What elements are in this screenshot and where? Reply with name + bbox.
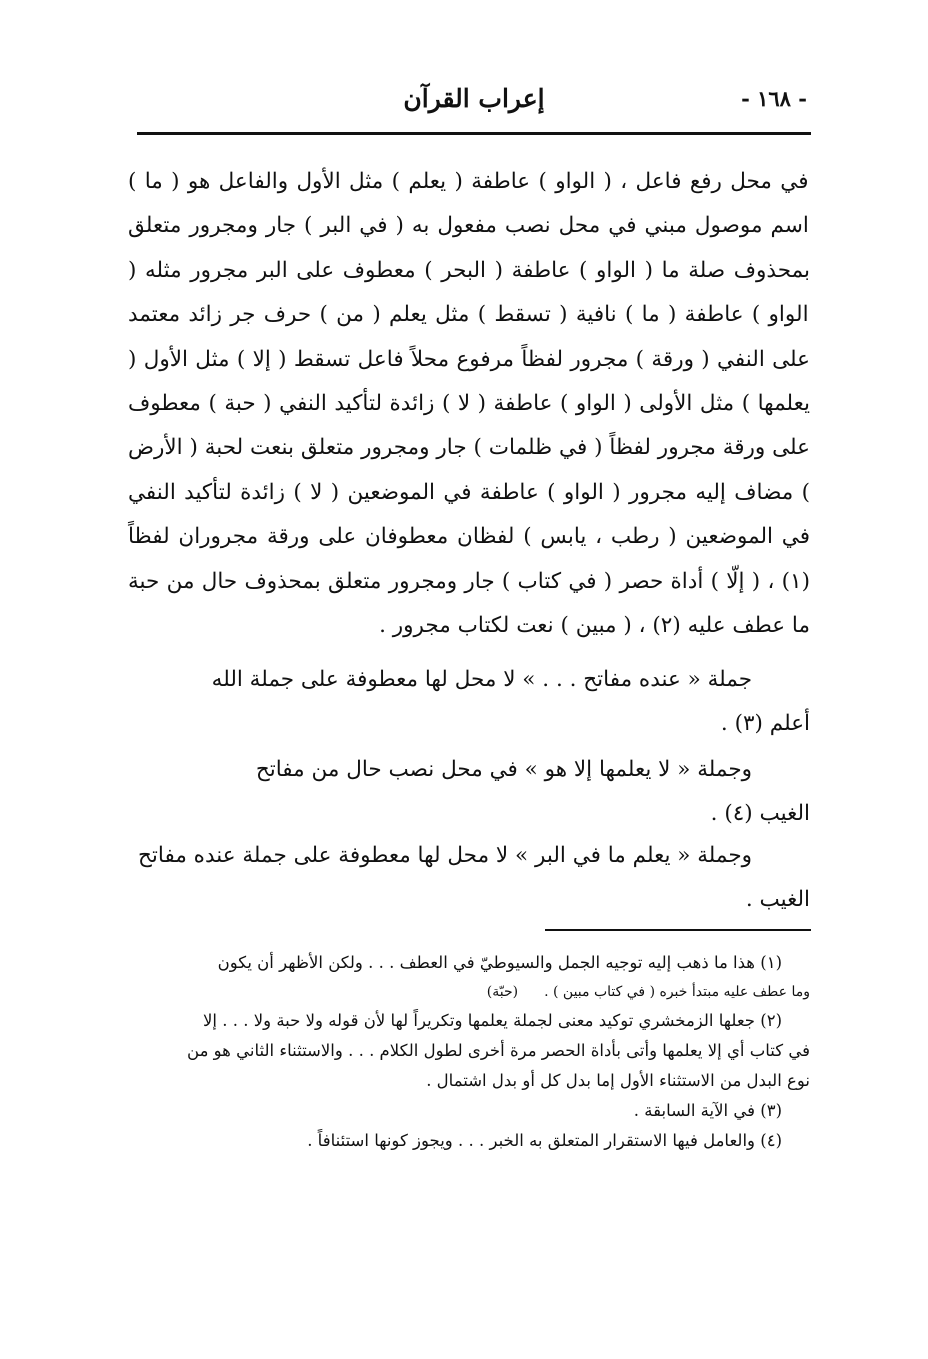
paragraph-line: جملة « عنده مفاتح . . . » لا محل لها معطوفة على جملة الله <box>211 667 752 692</box>
footnote-line: نوع البدل من الاستثناء الأول إما بدل كل أو بدل اشتمال . <box>426 1071 810 1090</box>
sentence-paragraph-2 <box>128 748 810 836</box>
text-line: معطوف على ورقة مجرور لفظاً ( في ظلمات ) جار ومجرور متعلق بنعت <box>128 391 810 461</box>
footnote-4 <box>128 1126 810 1156</box>
paragraph-line: وجملة « يعلم ما في البر » لا محل لها معطوفة على جملة عنده مفاتح <box>138 843 752 868</box>
footnote-1 <box>128 948 810 1006</box>
header-rule <box>137 132 811 135</box>
footnote-line: في كتاب أي إلا يعلمها وأتى بأداة الحصر مرة أخرى لطول الكلام . . . والاستثناء الثاني هو من <box>187 1041 810 1060</box>
paragraph-line: أعلم (٣) . <box>720 711 810 736</box>
footnote-line: (١) هذا ما ذهب إليه توجيه الجمل والسيوطيّ في العطف . . . ولكن الأظهر أن يكون <box>217 953 782 972</box>
paragraph-line: الغيب . <box>745 887 810 912</box>
text-line: على النفي ( ورقة ) مجرور لفظاً مرفوع محلاً فاعل تسقط ( إلا ) مثل الأول <box>136 346 810 372</box>
sentence-paragraph-1 <box>128 658 810 746</box>
main-paragraph <box>128 160 810 648</box>
page-number: - ١٦٨ - <box>741 86 807 111</box>
footnote-3 <box>128 1096 810 1126</box>
text-line: ( الواو ) عاطفة ( ما ) نافية ( تسقط ) مثل يعلم ( من ) حرف جر زائد معتمد <box>128 257 809 328</box>
paragraph-line: وجملة « لا يعلمها إلا هو » في محل نصب حال من مفاتح <box>255 757 752 782</box>
footnote-text: وما عطف عليه مبتدأ خبره ( في كتاب مبين ) . <box>544 984 810 1000</box>
paragraph-line: الغيب (٤) . <box>710 801 810 826</box>
text-line: بمحذوف صلة ما ( الواو ) عاطفة ( البحر ) معطوف على البر مجرور مثله <box>136 257 810 283</box>
footnote-rule <box>545 929 811 931</box>
text-line: في محل رفع فاعل ، ( الواو ) عاطفة ( يعلم ) مثل الأول والفاعل هو ( ما ) <box>128 169 809 194</box>
text-line: لحبة ( الأرض ) مضاف إليه مجرور ( الواو ) عاطفة في الموضعين ( لا ) <box>128 435 811 505</box>
footnotes <box>128 948 810 1156</box>
running-title: إعراب القرآن <box>403 84 545 113</box>
footnote-line: (٣) في الآية السابقة . <box>633 1101 782 1120</box>
footnote-text: (حبّة) <box>486 984 519 1000</box>
text-line: زائدة لتأكيد النفي في الموضعين ( رطب ، يابس ) لفظان معطوفان على <box>128 479 810 550</box>
text-line: بمحذوف حال من حبة ما عطف عليه (٢) ، ( مبين ) نعت لكتاب مجرور . <box>128 568 810 639</box>
text-line: ( يعلمها ) مثل الأولى ( الواو ) عاطفة ( لا ) زائدة لتأكيد النفي ( حبة ) <box>128 346 810 417</box>
sentence-paragraph-3 <box>128 834 810 922</box>
text-line: ورقة مجروران لفظاً (١) ، ( إلّا ) أداة حصر ( في كتاب ) جار ومجرور متعلق <box>128 524 810 594</box>
page-header <box>137 82 811 132</box>
text-line: اسم موصول مبني في محل نصب مفعول به ( في البر ) جار ومجرور متعلق <box>128 213 809 239</box>
footnote-2 <box>128 1006 810 1096</box>
footnote-line: (٢) جعلها الزمخشري توكيد معنى لجملة يعلمها وتكريراً لها لأن قوله ولا حبة ولا . . . إلا <box>202 1011 782 1030</box>
footnote-line: (٤) والعامل فيها الاستقرار المتعلق به الخبر . . . ويجوز كونها استئنافاً . <box>307 1131 782 1150</box>
footnote-line <box>128 978 810 1006</box>
